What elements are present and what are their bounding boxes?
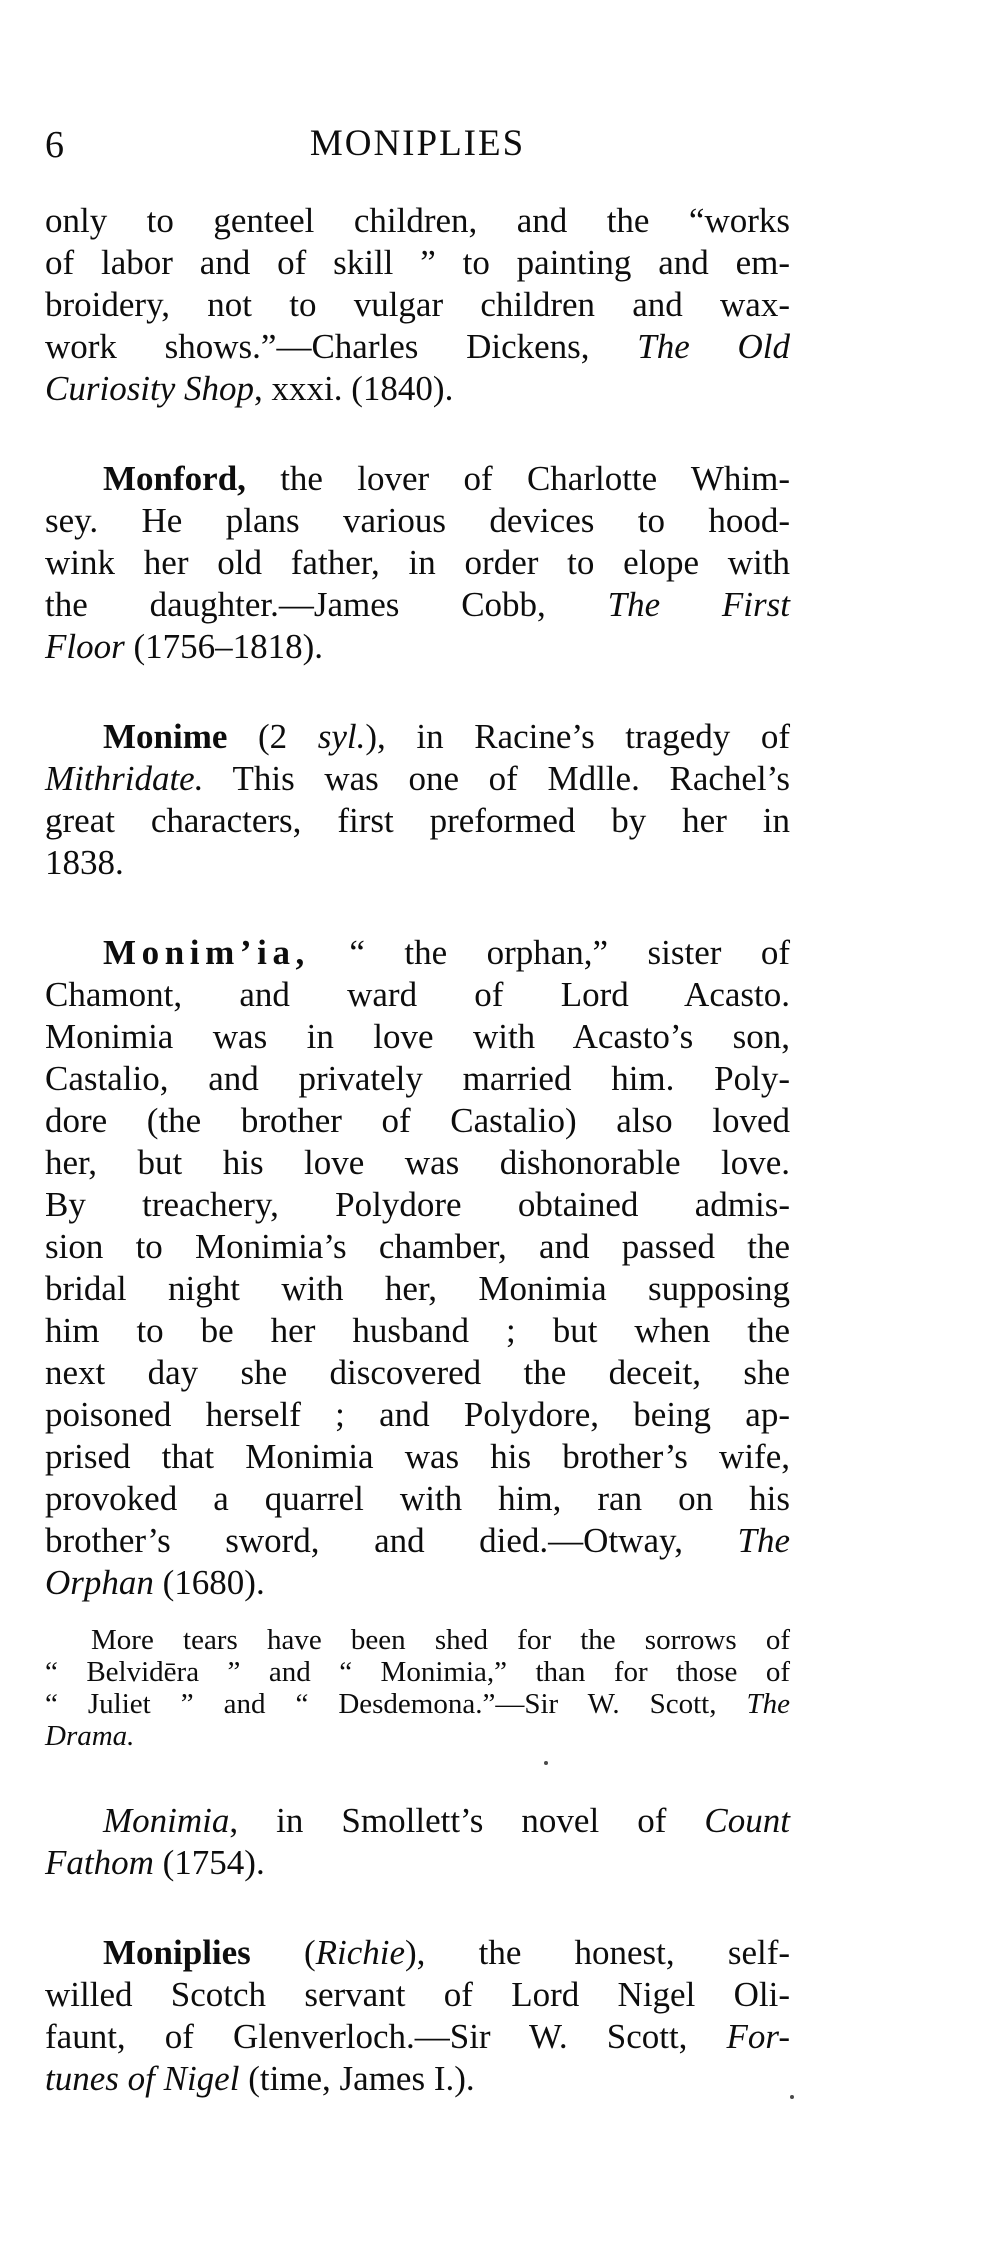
- text-segment: (1680).: [153, 1563, 265, 1602]
- text-line: [45, 242, 790, 284]
- scan-speck: [544, 1761, 548, 1765]
- text-segment: , in Smollett’s novel of: [229, 1801, 705, 1840]
- text-line: [45, 2016, 790, 2058]
- paragraph-monimia-smollett: [45, 1800, 790, 1884]
- text-line: [45, 2058, 790, 2100]
- text-line: [45, 1842, 790, 1884]
- text-segment: (1754).: [153, 1843, 265, 1882]
- text-segment: Orphan: [45, 1563, 154, 1602]
- text-line: [45, 1394, 790, 1436]
- text-line: [45, 326, 790, 368]
- text-segment: the daughter.—James Cobb,: [45, 585, 608, 624]
- text-segment: “ the orphan,” sister of: [309, 933, 790, 972]
- text-segment: dore (the brother of Castalio) also loved: [45, 1101, 790, 1140]
- paragraph-dickens-continuation: [45, 200, 790, 410]
- text-segment: Chamont, and ward of Lord Acasto.: [45, 975, 790, 1014]
- text-segment: Monime: [103, 717, 228, 756]
- text-segment: work shows.”—Charles Dickens,: [45, 327, 638, 366]
- text-segment: only to genteel children, and the “works: [45, 201, 790, 240]
- text-line: [45, 1720, 790, 1752]
- text-segment: The First: [607, 585, 790, 624]
- paragraph-monimia-otway: [45, 932, 790, 1604]
- text-segment: The: [746, 1688, 790, 1720]
- text-segment: More tears have been shed for the sorrows of: [91, 1624, 790, 1656]
- text-line: [45, 1520, 790, 1562]
- text-segment: Castalio, and privately married him. Poly-: [45, 1059, 790, 1098]
- text-segment: sey. He plans various devices to hood-: [45, 501, 790, 540]
- text-segment: ), in Racine’s tragedy of: [365, 717, 790, 756]
- text-line: [45, 1478, 790, 1520]
- text-segment: Monford,: [103, 459, 246, 498]
- text-line: [45, 932, 790, 974]
- page-header: [45, 122, 790, 168]
- running-head: MONIPLIES: [309, 123, 526, 164]
- text-segment: poisoned herself ; and Polydore, being ap-: [45, 1395, 790, 1434]
- text-segment: This was one of Mdlle. Rachel’s: [203, 759, 790, 798]
- text-segment: Fathom: [45, 1843, 154, 1882]
- paragraph-monford: [45, 458, 790, 668]
- text-line: [45, 1100, 790, 1142]
- text-segment: (: [250, 1933, 316, 1972]
- text-line: [45, 500, 790, 542]
- text-segment: Curiosity Shop: [45, 369, 255, 408]
- scan-speck: [790, 2095, 794, 2099]
- text-segment: bridal night with her, Monimia supposing: [45, 1269, 790, 1308]
- text-line: [45, 1226, 790, 1268]
- text-segment: (2: [227, 717, 318, 756]
- text-segment: (1756–1818).: [124, 627, 324, 666]
- text-segment: great characters, first preformed by her in: [45, 801, 790, 840]
- text-line: [45, 626, 790, 668]
- text-segment: Monimia was in love with Acasto’s son,: [45, 1017, 790, 1056]
- text-line: [45, 1800, 790, 1842]
- text-segment: Count: [704, 1801, 790, 1840]
- text-segment: sion to Monimia’s chamber, and passed the: [45, 1227, 790, 1266]
- text-line: [45, 842, 790, 884]
- text-segment: of labor and of skill ” to painting and em-: [45, 243, 790, 282]
- text-column: [45, 122, 790, 2100]
- page-number: 6: [45, 124, 64, 166]
- text-segment: broidery, not to vulgar children and wax-: [45, 285, 790, 324]
- text-segment: 1838.: [45, 843, 124, 882]
- text-segment: the lover of Charlotte Whim-: [245, 459, 790, 498]
- text-segment: next day she discovered the deceit, she: [45, 1353, 790, 1392]
- text-segment: prised that Monimia was his brother’s wife,: [45, 1437, 790, 1476]
- text-segment: (time, James I.).: [239, 2059, 475, 2098]
- text-segment: Drama.: [45, 1720, 135, 1752]
- text-line: [45, 1436, 790, 1478]
- paragraph-monime: [45, 716, 790, 884]
- text-segment: “ Juliet ” and “ Desdemona.”—Sir W. Scott,: [45, 1688, 747, 1720]
- paragraph-moniplies: [45, 1932, 790, 2100]
- text-line: [45, 1058, 790, 1100]
- text-line: [45, 1656, 790, 1688]
- text-line: [45, 1562, 790, 1604]
- text-segment: Monimia: [103, 1801, 230, 1840]
- text-line: [45, 542, 790, 584]
- text-line: [45, 758, 790, 800]
- text-segment: For-: [726, 2017, 790, 2056]
- text-segment: ), the honest, self-: [405, 1933, 791, 1972]
- text-line: [45, 1974, 790, 2016]
- text-segment: Mithridate.: [45, 759, 204, 798]
- text-segment: him to be her husband ; but when the: [45, 1311, 790, 1350]
- text-segment: brother’s sword, and died.—Otway,: [45, 1521, 738, 1560]
- text-segment: tunes of Nigel: [45, 2059, 240, 2098]
- text-line: [45, 1688, 790, 1720]
- text-line: [45, 1142, 790, 1184]
- text-line: [45, 974, 790, 1016]
- text-segment: wink her old father, in order to elope with: [45, 543, 790, 582]
- text-segment: The Old: [637, 327, 791, 366]
- text-segment: provoked a quarrel with him, ran on his: [45, 1479, 790, 1518]
- text-segment: “ Belvidēra ” and “ Monimia,” than for those of: [45, 1656, 790, 1688]
- text-line: [45, 1016, 790, 1058]
- text-line: [45, 458, 790, 500]
- text-segment: faunt, of Glenverloch.—Sir W. Scott,: [45, 2017, 727, 2056]
- text-segment: her, but his love was dishonorable love.: [45, 1143, 790, 1182]
- text-line: [45, 1352, 790, 1394]
- text-segment: Moniplies: [103, 1933, 251, 1972]
- page-content: [45, 200, 790, 2100]
- text-line: [45, 800, 790, 842]
- text-line: [45, 284, 790, 326]
- text-line: [45, 1184, 790, 1226]
- text-segment: By treachery, Polydore obtained admis-: [45, 1185, 790, 1224]
- text-line: [45, 1624, 790, 1656]
- paragraph-scott-quote: [45, 1624, 790, 1752]
- text-segment: willed Scotch servant of Lord Nigel Oli-: [45, 1975, 790, 2014]
- text-line: [45, 1932, 790, 1974]
- text-segment: syl.: [317, 717, 366, 756]
- text-line: [45, 200, 790, 242]
- text-segment: Richie: [315, 1933, 406, 1972]
- text-segment: , xxxi. (1840).: [254, 369, 454, 408]
- text-line: [45, 584, 790, 626]
- text-line: [45, 368, 790, 410]
- text-line: [45, 716, 790, 758]
- text-line: [45, 1310, 790, 1352]
- text-line: [45, 1268, 790, 1310]
- text-segment: Floor: [45, 627, 125, 666]
- text-segment: Monim’ia,: [103, 933, 310, 972]
- text-segment: The: [737, 1521, 790, 1560]
